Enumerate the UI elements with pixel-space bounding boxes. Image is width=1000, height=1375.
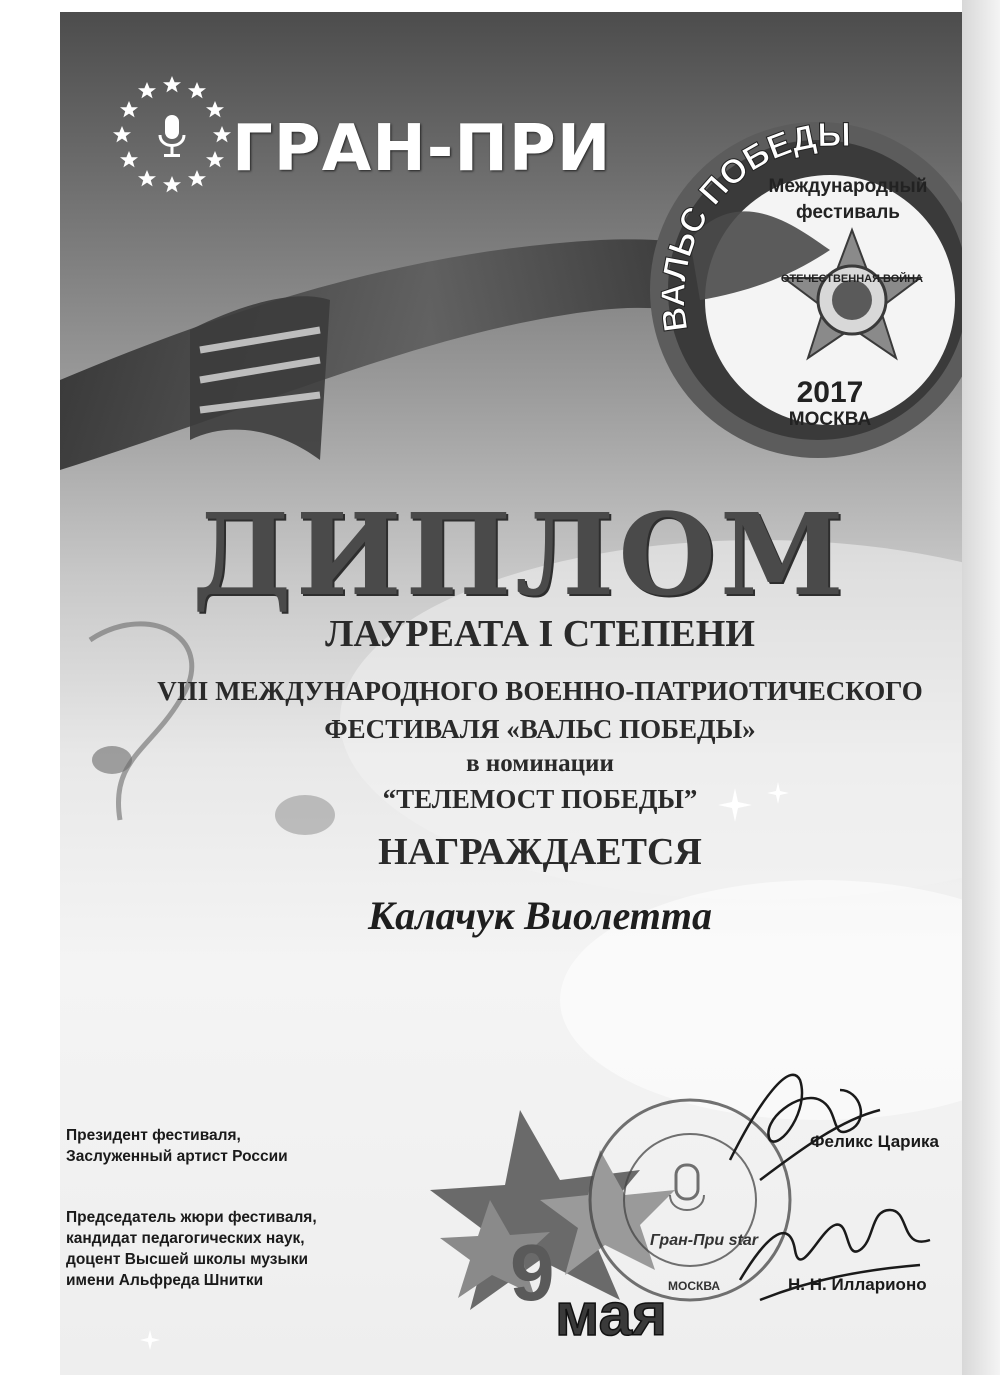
badge-city: МОСКВА (788, 409, 872, 430)
diploma-title: ДИПЛОМ (192, 490, 848, 621)
grand-prix-title: ГРАН-ПРИ (232, 112, 612, 186)
chair-title (66, 1207, 317, 1291)
president-title-line-2: Заслуженный артист России (66, 1148, 288, 1165)
badge-arc-textpath: ВАЛЬС ПОБЕДЫ (654, 115, 851, 335)
laureate-line: ЛАУРЕАТА I СТЕПЕНИ (325, 613, 755, 655)
may-text: мая (555, 1281, 667, 1348)
recipient-name: Калачук Виолетта (367, 893, 713, 938)
stamp-city: МОСКВА (668, 1279, 721, 1293)
badge-subtitle-2: фестиваль (796, 202, 900, 223)
badge-order-text: ОТЕЧЕСТВЕННАЯ ВОЙНА (780, 273, 924, 285)
chair-title-line-2: кандидат педагогических наук, (66, 1230, 305, 1247)
badge-arc-title (654, 116, 851, 334)
festival-line-2: ФЕСТИВАЛЯ «ВАЛЬС ПОБЕДЫ» (324, 714, 756, 744)
badge-subtitle-1: Международный (768, 176, 928, 197)
may-number: 9 (510, 1228, 555, 1317)
badge-year: 2017 (796, 376, 864, 409)
awarded-label: НАГРАЖДАЕТСЯ (378, 831, 702, 873)
chair-title-line-3: доцент Высшей школы музыки (66, 1251, 308, 1268)
president-title (66, 1125, 288, 1167)
stamp-text: Гран-При star (650, 1232, 758, 1249)
president-name: Феликс Царика (810, 1132, 939, 1151)
nomination-name: “ТЕЛЕМОСТ ПОБЕДЫ” (382, 784, 698, 814)
chair-name: Н. Н. Илларионо (788, 1275, 927, 1294)
president-title-line-1: Президент фестиваля, (66, 1127, 241, 1144)
nomination-label: в номинации (466, 750, 614, 777)
chair-title-line-4: имени Альфреда Шнитки (66, 1272, 264, 1289)
chair-title-line-1: Председатель жюри фестиваля, (66, 1209, 317, 1226)
festival-line-1: VIII МЕЖДУНАРОДНОГО ВОЕННО-ПАТРИОТИЧЕСКОГО (157, 676, 923, 706)
